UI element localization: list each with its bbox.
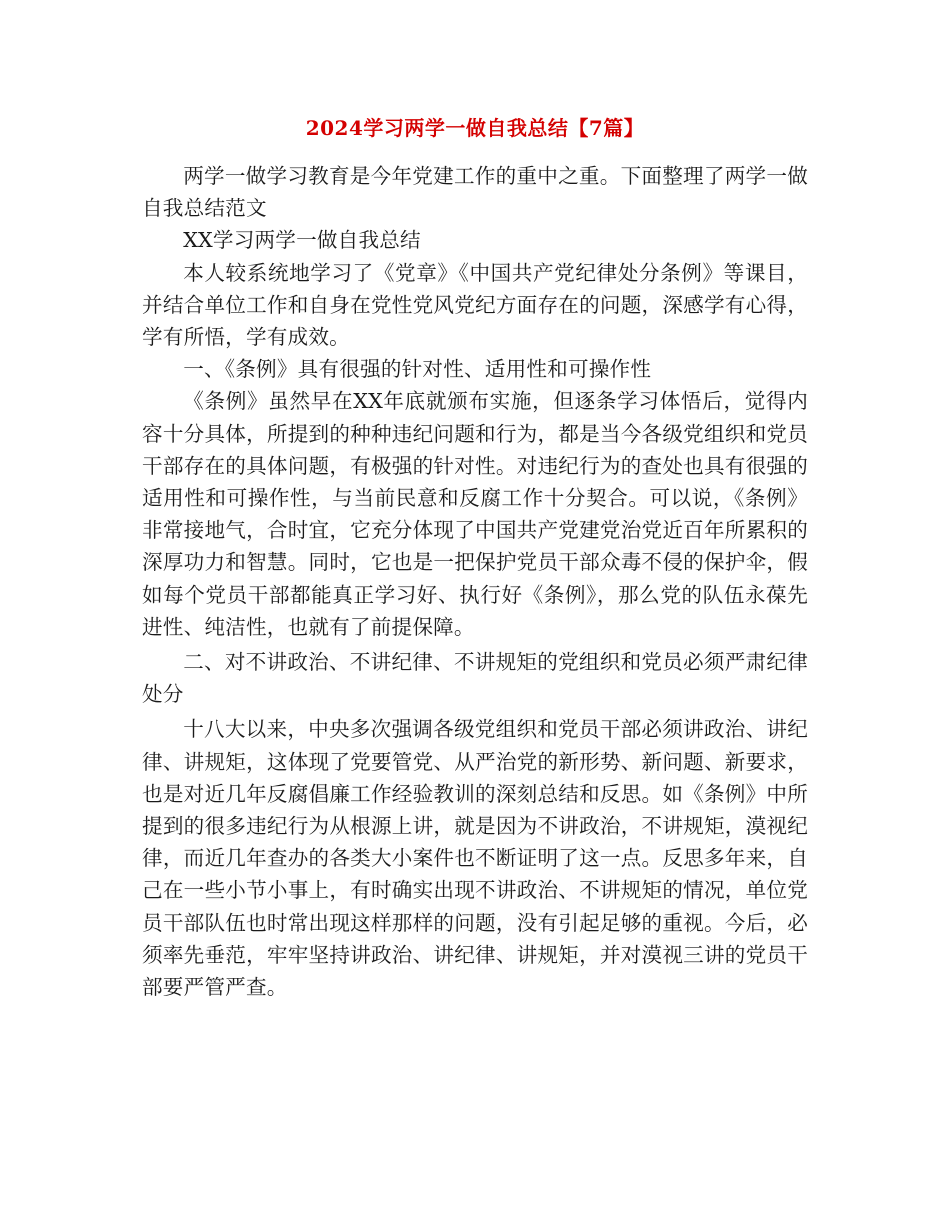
body-paragraph: 十八大以来，中央多次强调各级党组织和党员干部必须讲政治、讲纪律、讲规矩，这体现了党要管党、从严治党的新形势、新问题、新要求，也是对近几年反腐倡廉工作经验教训的深刻总结和反思。如《条例》中所提到的很多违纪行为从根源上讲，就是因为不讲政治，不讲规矩，漠视纪律，而近几年查办的各类大小案件也不断证明了这一点。反思多年来，自己在一些小节小事上，有时确实出现不讲政治、不讲规矩的情况，单位党员干部队伍也时常出现这样那样的问题，没有引起足够的重视。今后，必须率先垂范，牢牢坚持讲政治、讲纪律、讲规矩，并对漠视三讲的党员干部要严管严查。: [142, 717, 808, 1000]
subtitle-paragraph: XX学习两学一做自我总结: [183, 228, 421, 253]
section-heading: 一、《条例》具有很强的针对性、适用性和可操作性: [183, 357, 652, 382]
document-body: [142, 160, 808, 1003]
document-title: 2024学习两学一做自我总结【7篇】: [305, 116, 645, 140]
intro-paragraph: 两学一做学习教育是今年党建工作的重中之重。下面整理了两学一做自我总结范文: [142, 164, 808, 221]
section-heading: 二、对不讲政治、不讲纪律、不讲规矩的党组织和党员必须严肃纪律处分: [142, 650, 808, 707]
body-paragraph: 《条例》虽然早在XX年底就颁布实施，但逐条学习体悟后，觉得内容十分具体，所提到的种种违纪问题和行为，都是当今各级党组织和党员干部存在的具体问题，有极强的针对性。对违纪行为的查处也具有很强的适用性和可操作性，与当前民意和反腐工作十分契合。可以说，《条例》非常接地气，合时宜，它充分体现了中国共产党建党治党近百年所累积的深厚功力和智慧。同时，它也是一把保护党员干部众毒不侵的保护伞，假如每个党员干部都能真正学习好、执行好《条例》，那么党的队伍永葆先进性、纯洁性，也就有了前提保障。: [142, 389, 808, 639]
body-paragraph: 本人较系统地学习了《党章》《中国共产党纪律处分条例》等课目，并结合单位工作和自身在党性党风党纪方面存在的问题，深感学有心得，学有所悟，学有成效。: [142, 260, 808, 350]
